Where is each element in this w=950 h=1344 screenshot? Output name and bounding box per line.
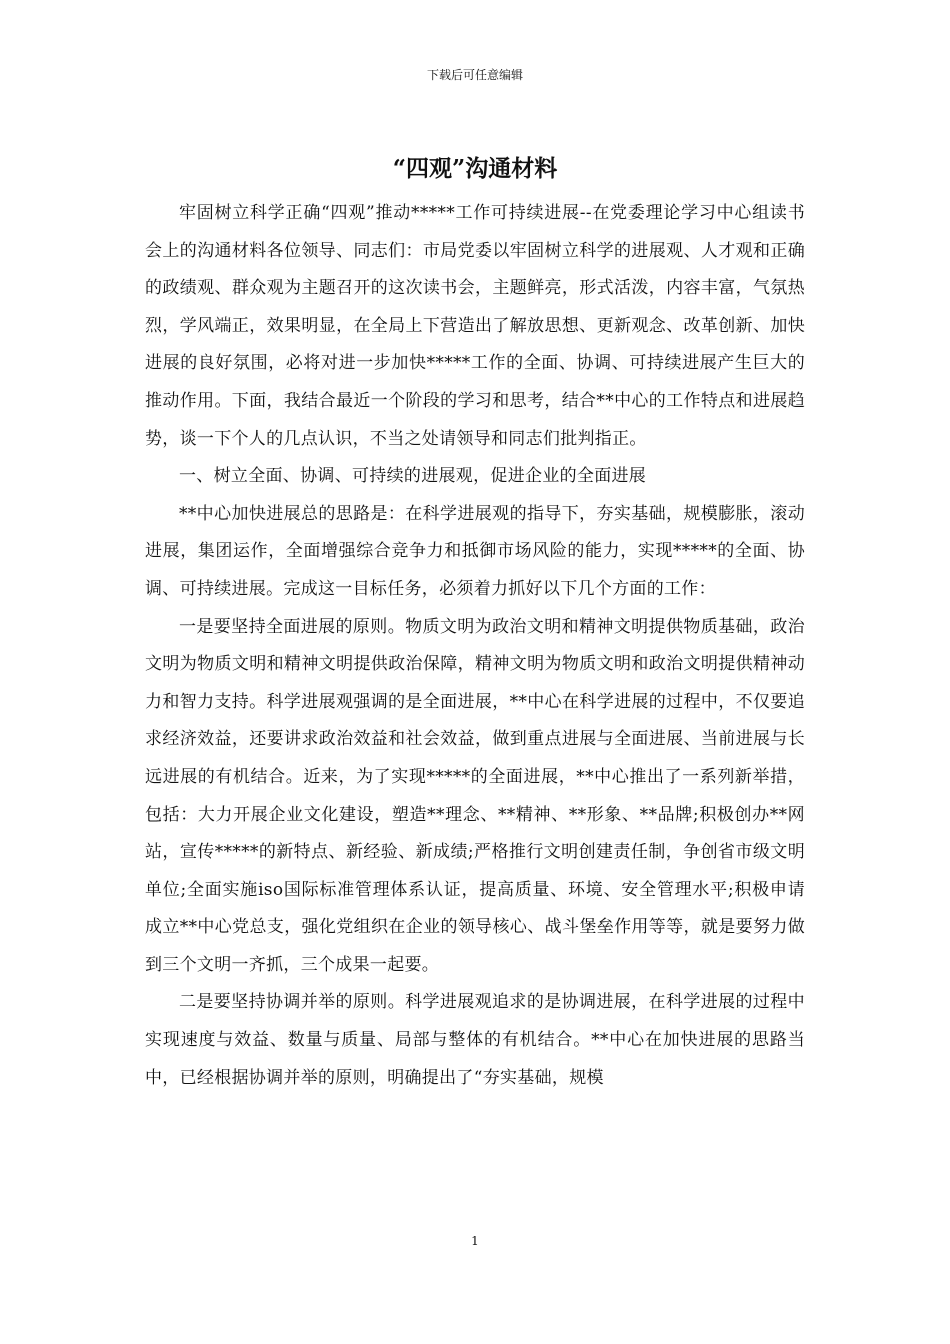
document-title: “四观”沟通材料 — [392, 155, 558, 182]
paragraph-intro: 牢固树立科学正确“四观”推动*****工作可持续进展--在党委理论学习中心组读书会上的沟通材料各位领导、同志们：市局党委以牢固树立科学的进展观、人才观和正确的政绩观、群众观为主题召开的这次读书会，主题鲜亮，形式活泼，内容丰富，气氛热烈，学风端正，效果明显，在全局上下营造出了解放思想、更新观念、改革创新、加快进展的良好氛围，必将对进一步加快*****工作的全面、协调、可持续进展产生巨大的推动作用。下面，我结合最近一个阶段的学习和思考，结合**中心的工作特点和进展趋势，谈一下个人的几点认识，不当之处请领导和同志们批判指正。 — [145, 203, 805, 449]
section-heading-one: 一、树立全面、协调、可持续的进展观，促进企业的全面进展 — [179, 466, 647, 487]
paragraph-overall-approach: **中心加快进展总的思路是：在科学进展观的指导下，夯实基础，规模膨胀，滚动进展，集团运作，全面增强综合竞争力和抵御市场风险的能力，实现*****的全面、协调、可持续进展。完成这一目标任务，必须着力抓好以下几个方面的工作： — [145, 503, 805, 599]
page-number: 1 — [471, 1234, 479, 1248]
document-body — [145, 195, 805, 1097]
page-header-note: 下载后可任意编辑 — [426, 68, 523, 82]
paragraph-comprehensive-development: 一是要坚持全面进展的原则。物质文明为政治文明和精神文明提供物质基础，政治文明为物质文明和精神文明提供政治保障，精神文明为物质文明和政治文明提供精神动力和智力支持。科学进展观强调的是全面进展，**中心在科学进展的过程中，不仅要追求经济效益，还要讲求政治效益和社会效益，做到重点进展与全面进展、当前进展与长远进展的有机结合。近来，为了实现*****的全面进展，**中心推出了一系列新举措，包括：大力开展企业文化建设，塑造**理念、**精神、**形象、**品牌;积极创办**网站，宣传*****的新特点、新经验、新成绩;严格推行文明创建责任制，争创省市级文明单位;全面实施iso国际标准管理体系认证，提高质量、环境、安全管理水平;积极申请成立**中心党总支，强化党组织在企业的领导核心、战斗堡垒作用等等，就是要努力做到三个文明一齐抓，三个成果一起要。 — [145, 616, 805, 975]
paragraph-coordinated-development: 二是要坚持协调并举的原则。科学进展观追求的是协调进展，在科学进展的过程中实现速度与效益、数量与质量、局部与整体的有机结合。**中心在加快进展的思路当中，已经根据协调并举的原则，明确提出了“夯实基础，规模 — [145, 992, 805, 1088]
